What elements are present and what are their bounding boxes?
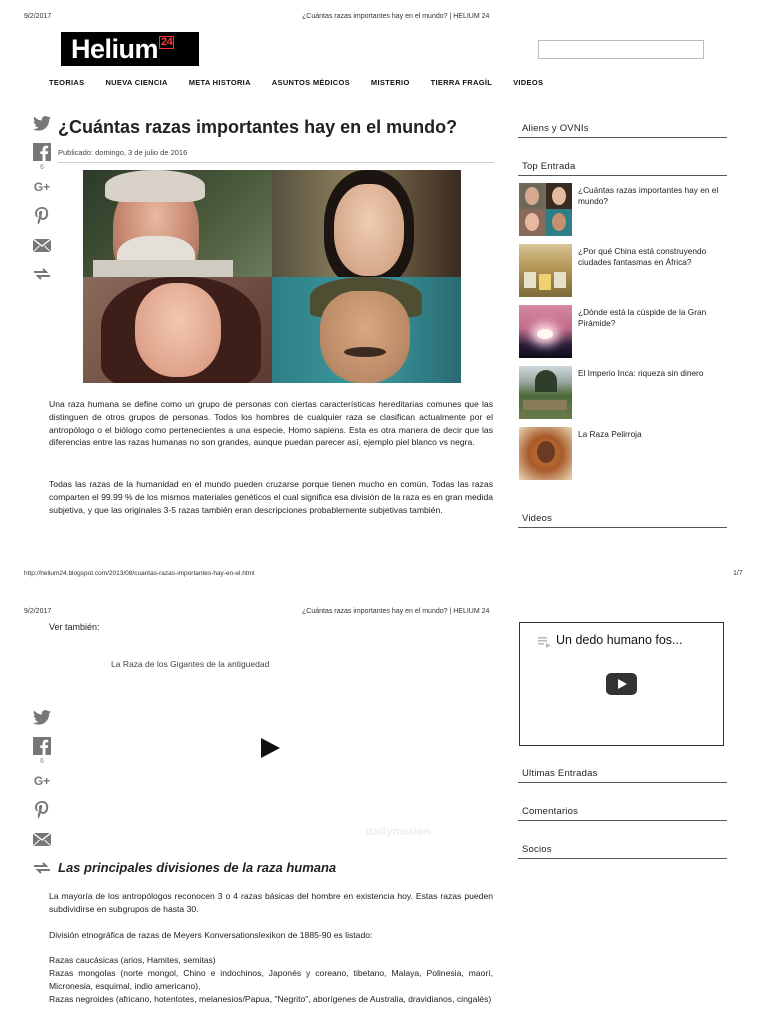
portrait-elderly-man — [83, 170, 272, 277]
video-list-icon — [538, 635, 551, 646]
article-paragraph-1: Una raza humana se define como un grupo de personas con ciertas características hereditarias comunes que las distinguen de otros grupos de personas. Todos los hombres de cualquier raza se clasifican actualmente por el antropólogo o el biólogo como pertenecientes a una especie, Homo sapiens. Esta es otra manera de decir que las diferencias entre las razas humanas no son grandes, aunque puedan parecer así, ejemplo piel blanco vs negra. — [49, 399, 493, 448]
pinterest-icon[interactable] — [32, 206, 52, 226]
title-divider — [58, 162, 494, 163]
sidebar-item-title: La Raza Pelirroja — [578, 429, 642, 439]
print-date-page2: 9/2/2017 — [24, 608, 52, 615]
print-header-title: ¿Cuántas razas importantes hay en el mundo? | HELIUM 24 — [302, 13, 490, 20]
section-paragraph-1: La mayoría de los antropólogos reconocen 3 o 4 razas básicas del hombre en existencia hoy. Estas razas pueden subdividirse en subgrupos de hasta 30. — [49, 891, 493, 914]
sidebar-top-item[interactable] — [519, 183, 727, 236]
thumb-pyramid — [519, 305, 572, 358]
video-widget[interactable] — [519, 622, 724, 746]
nav-nueva-ciencia[interactable]: NUEVA CIENCIA — [105, 78, 168, 87]
logo-badge: 24 — [161, 36, 173, 48]
sidebar-comentarios-heading: Comentarios — [518, 806, 727, 821]
logo-text: Helium — [71, 34, 159, 64]
share-icon[interactable] — [32, 264, 52, 284]
share-column-page2 — [30, 707, 54, 887]
thumb-redhead — [519, 427, 572, 480]
twitter-icon[interactable] — [32, 707, 52, 727]
sidebar-top-item[interactable] — [519, 305, 727, 358]
thumb-machu-picchu — [519, 366, 572, 419]
portrait-asian-woman — [272, 170, 461, 277]
see-also-label: Ver también: — [49, 622, 100, 632]
nav-tierra-fragil[interactable]: TIERRA FRAGÍL — [430, 78, 493, 87]
share-count: 6 — [40, 164, 44, 171]
twitter-icon[interactable] — [32, 113, 52, 133]
related-link[interactable]: La Raza de los Gigantes de la antiguedad — [111, 659, 270, 669]
article-image — [83, 170, 461, 383]
nav-asuntos-medicos[interactable]: ASUNTOS MÉDICOS — [271, 78, 350, 87]
print-date: 9/2/2017 — [24, 13, 52, 20]
nav-meta-historia[interactable]: META HISTORIA — [188, 78, 251, 87]
sidebar-top-item[interactable] — [519, 366, 727, 419]
sidebar-aliens-heading[interactable]: Aliens y OVNIs — [518, 123, 727, 138]
portrait-young-man — [272, 277, 461, 384]
print-footer-url: http://helium24.blogspot.com/2013/08/cuantas-razas-importantes-hay-en-el.html — [24, 570, 255, 577]
site-logo[interactable] — [61, 32, 199, 66]
portrait-young-woman — [83, 277, 272, 384]
article-paragraph-2: Todas las razas de la humanidad en el mundo pueden cruzarse porque tienen mucho en común. Todas las razas comparten el 99.99 % de los mismos materiales genéticos el cual significa esa división de la raza es en gran medida subjetiva, y que las originales 3-5 razas también eran descripciones probablemente subjetivas también. — [49, 479, 493, 515]
race-list-negroid: Razas negroides (africano, hotentotes, melanesios/Papua, "Negrito", aborígenes de Australia, dravidianos, cingalés) — [49, 994, 492, 1004]
nav-teorias[interactable]: TEORIAS — [49, 78, 85, 87]
sidebar-videos-heading: Videos — [518, 513, 727, 528]
article-title: ¿Cuántas razas importantes hay en el mundo? — [58, 117, 458, 137]
email-icon[interactable] — [32, 829, 52, 849]
thumb-races — [519, 183, 572, 236]
google-plus-icon[interactable]: G+ — [33, 180, 51, 194]
google-plus-icon[interactable]: G+ — [33, 774, 51, 788]
print-header-title-page2: ¿Cuántas razas importantes hay en el mundo? | HELIUM 24 — [302, 608, 490, 615]
sidebar-item-title: ¿Cuántas razas importantes hay en el mundo? — [578, 185, 719, 206]
sidebar-item-title: ¿Dónde está la cúspide de la Gran Pirámide? — [578, 307, 707, 328]
facebook-icon[interactable] — [32, 736, 52, 756]
main-nav — [49, 78, 564, 87]
video-title: Un dedo humano fos... — [556, 633, 683, 647]
pinterest-icon[interactable] — [32, 800, 52, 820]
section-heading: Las principales divisiones de la raza humana — [58, 860, 337, 875]
race-list-caucasian: Razas caucásicas (arios, Hamites, semitas) — [49, 955, 216, 965]
sidebar-top-heading: Top Entrada — [518, 161, 727, 176]
share-count: 6 — [40, 758, 44, 765]
print-page-number: 1/7 — [733, 570, 743, 577]
sidebar-ultimas-heading: Ultimas Entradas — [518, 768, 727, 783]
publish-date: Publicado: domingo, 3 de julio de 2016 — [58, 148, 188, 157]
race-list-mongol: Razas mongolas (norte mongol, Chino e indochinos, Japonés y coreano, tibetano, Malaya, Polinesia, maorí, Micronesia, esquimal, indio americano), — [49, 968, 493, 991]
share-icon[interactable] — [32, 858, 52, 878]
sidebar-item-title: ¿Por qué China está construyendo ciudades fantasmas en África? — [578, 246, 707, 267]
email-icon[interactable] — [32, 235, 52, 255]
sidebar-item-title: El Imperio Inca: riqueza sin dinero — [578, 368, 704, 378]
share-column — [30, 113, 54, 293]
play-icon[interactable] — [259, 737, 281, 759]
player-watermark: dailymotion — [366, 826, 432, 838]
sidebar-top-item[interactable] — [519, 244, 727, 297]
section-paragraph-2: División etnográfica de razas de Meyers Konversationslexikon de 1885-90 es listado: — [49, 930, 373, 940]
video-play-button[interactable] — [606, 673, 637, 695]
sidebar-top-item[interactable] — [519, 427, 727, 480]
thumb-china-africa — [519, 244, 572, 297]
sidebar-socios-heading: Socios — [518, 844, 727, 859]
search-input[interactable] — [538, 40, 704, 59]
facebook-icon[interactable] — [32, 142, 52, 162]
nav-videos[interactable]: VIDEOS — [513, 78, 544, 87]
nav-misterio[interactable]: MISTERIO — [370, 78, 410, 87]
